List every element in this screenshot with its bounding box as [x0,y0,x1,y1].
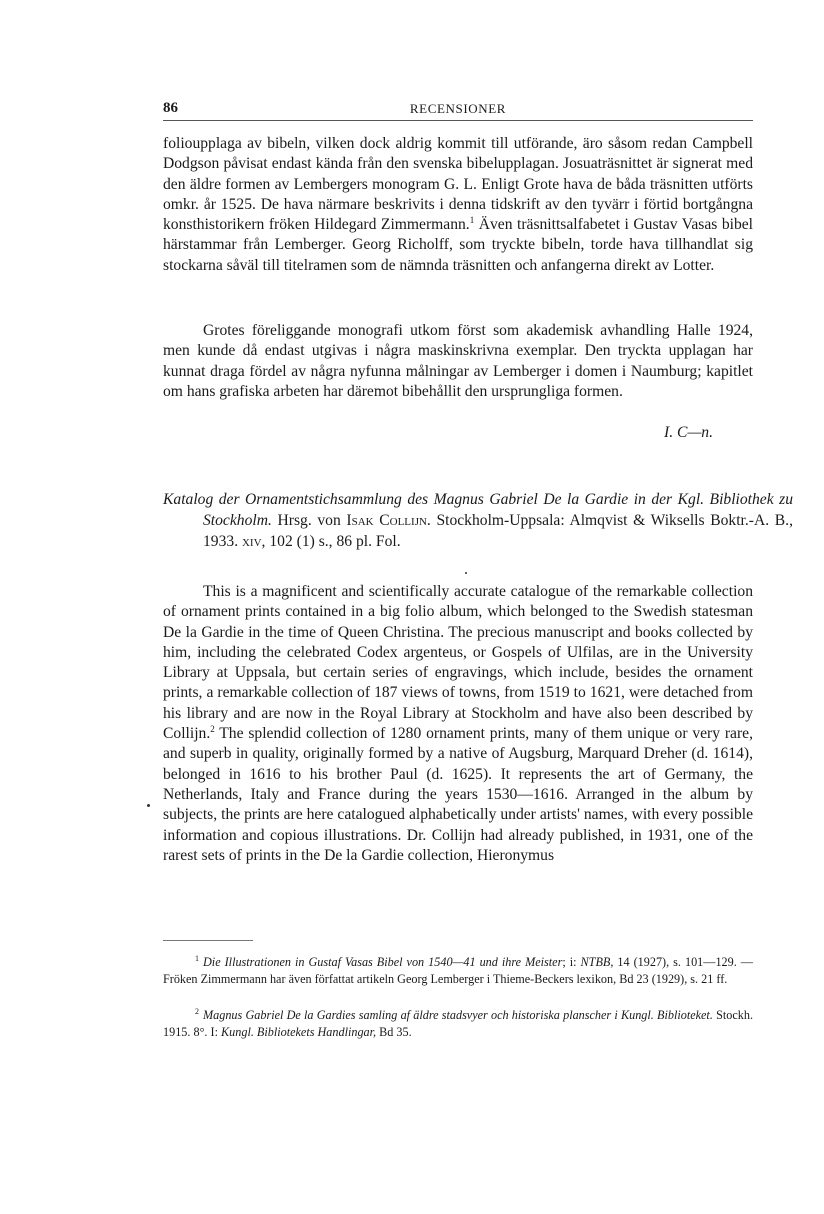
footnote-rule [163,940,253,941]
footnote-1-title: Die Illustrationen in Gustaf Vasas Bibel von 1540—41 und ihre Meister [203,955,563,970]
footnote-1-text2: 14 (1927), s. 101—129. — Fröken Zimmermann har även författat artikeln Georg Lemberger i Thieme-Beckers lexikon, Bd 23 (1929), s. 21 ff. [163,955,753,987]
footnote-2 [163,1003,753,1041]
footnote-1-mark: 1 [195,954,199,963]
hrsg-label: Hrsg. von [271,511,347,529]
footnote-1-journal: NTBB, [580,955,614,970]
review2-body [163,582,753,866]
footnote-2-text2: Bd 35. [376,1025,412,1040]
reviewer-signature: I. C—n. [664,424,713,441]
review2-body-a: This is a magnificent and scientifically accurate catalogue of the remarkable collection of ornament prints contained in a big folio album, which belonged to the Swedish statesman De la Gardie in the time of Queen Christina. The precious manuscript and books collected by him, including the celebrated Codex argenteus, or Gospels of Ulfilas, are in the University Library at Uppsala, but certain series of engravings, which include, besides the ornament prints, a remarkable collection of 187 views of towns, from 1519 to 1621, were detached from his library and are now in the Royal Library at Stockholm and have also been described by Collijn. [163,583,753,743]
footnote-2-title: Magnus Gabriel De la Gardies samling af äldre stadsvyer och historiska planscher i Kungl. Biblioteket. [203,1008,713,1023]
editor-name: Isak Collijn [346,511,427,529]
scan-speck [465,572,467,574]
review1-paragraph-1 [163,134,753,276]
review2-body-b: The splendid collection of 1280 ornament prints, many of them unique or very rare, and superb in quality, originally formed by a native of Augsburg, Marquard Dreher (d. 1614), belonged in 1616 to his brother Paul (d. 1625). It represents the art of Germany, the Netherlands, Italy and France during the years 1530—1616. Arranged in the album by subjects, the prints are here catalogued alphabetically under artists' names, with every possible information and copious illustrations. Dr. Collijn had already published, in 1931, one of the rarest sets of prints in the De la Gardie collection, Hieronymus [163,725,753,864]
footnote-2-text: Stockh. 1915. 8°. I: [163,1008,753,1040]
footnote-1 [163,950,753,988]
footnote-2-mark: 2 [195,1007,199,1016]
review1-paragraph-2: Grotes föreliggande monografi utkom först som akademisk avhandling Halle 1924, men kunde då endast utgivas i några maskinskrivna exemplar. Den tryckta upplagan har kunnat draga fördel av några nyfunna målningar av Lemberger i domen i Naumburg; kapitlet om hans grafiska arbeten har däremot bibehållit den ursprungliga formen. [163,322,753,400]
review1-paragraph-1-text: folioupplaga av bibeln, vilken dock aldrig kommit till utförande, äro såsom redan Campbell Dodgson påvisat endast kända från den svenska bibelupplagan. Josuaträsnittet är signerat med den äldre formen av Lembergers monogram G. L. Enligt Grote hava de båda träsnitten utförts omkr. år 1525. De hava närmare beskrivits i denna tidskrift av den tyvärr i förtid bortgångna konsthistorikern fröken Hildegard Zimmermann. [163,135,753,234]
running-head: RECENSIONER [409,101,507,116]
bibliographic-entry [163,490,793,552]
footnote-1-text: ; i: [562,955,581,970]
extent: , 102 (1) s., 86 pl. Fol. [261,532,401,550]
roman-pages: xiv [241,532,262,550]
review1-paragraph-1-cont: Även träsnittsalfabetet i Gustav Vasas bibel härstammar från Lemberger. Georg Richolff, som tryckte bibeln, torde hava tillhandlat sig stockarna såväl till titelramen som de nämnda träsnitten och anfangerna direkt av Lotter. [163,216,753,274]
footnote-2-series: Kungl. Bibliotekets Handlingar, [221,1025,377,1040]
footnote-ref-1[interactable]: 1 [469,215,475,225]
page-number: 86 [163,100,178,116]
book-title: Katalog der Ornamentstichsammlung des Magnus Gabriel De la Gardie in der Kgl. Bibliothek zu Stockholm. [163,491,793,529]
imprint: . Stockholm-Uppsala: Almqvist & Wiksells Boktr.-A. B., 1933. [203,511,793,550]
footnote-ref-2[interactable]: 2 [210,723,215,734]
scan-speck [147,804,150,807]
page-header [163,100,753,121]
